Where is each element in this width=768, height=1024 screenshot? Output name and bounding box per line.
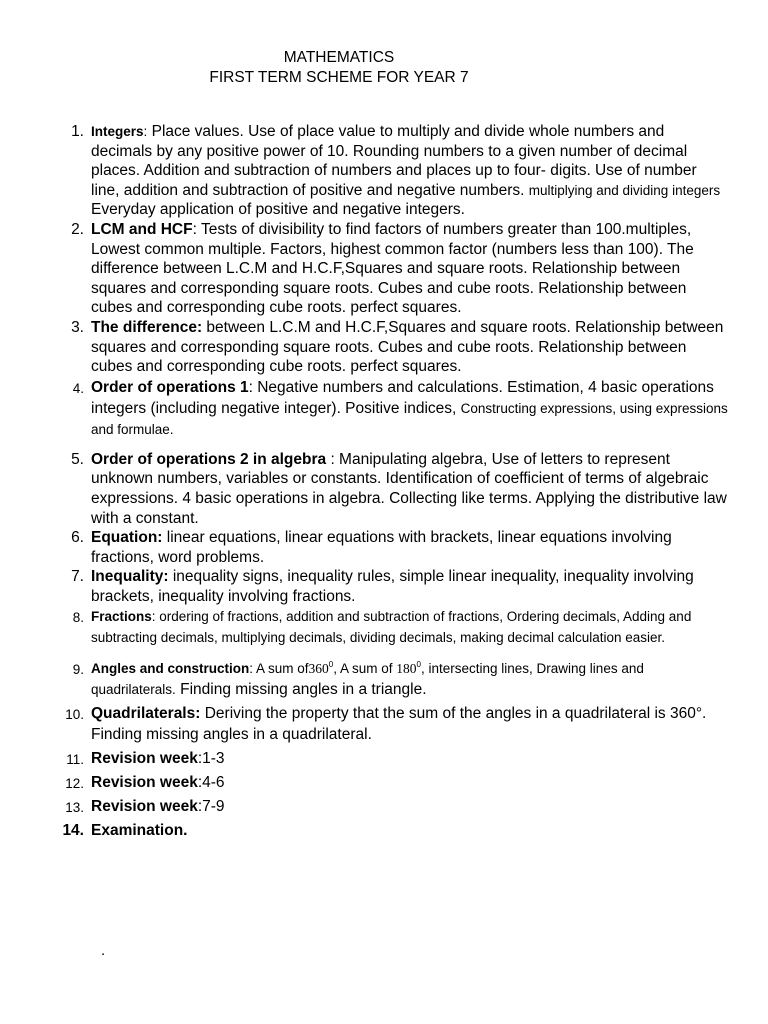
list-item-fractions	[0, 606, 768, 648]
item-body: between L.C.M and H.C.F,Squares and square roots. Relationship between squares and corresponding square roots. Cubes and cube roots. Relationship between cubes and corresponding cube roots. perfect squares.	[91, 318, 724, 376]
list-item-inequality	[0, 567, 768, 606]
document-subject-title: MATHEMATICS	[283, 49, 395, 66]
degree-superscript: 0	[328, 660, 334, 670]
item-number: 10.	[65, 707, 84, 723]
item-number: 9.	[72, 662, 84, 678]
item-number: 14.	[62, 822, 84, 840]
item-heading: Revision week	[91, 774, 198, 792]
item-tail: Everyday application of positive and negative integers.	[91, 201, 465, 219]
list-item-revision-week-1	[0, 748, 768, 769]
item-number: 8.	[72, 610, 84, 626]
item-number: 2.	[71, 220, 84, 238]
item-body: inequality signs, inequality rules, simple linear inequality, inequality involving brackets, inequality involving fractions.	[91, 568, 694, 605]
item-text: : A sum of	[249, 661, 309, 677]
item-heading: Examination.	[91, 822, 188, 840]
topic-list	[0, 122, 768, 841]
item-number: 12.	[65, 776, 84, 792]
list-item-revision-week-2	[0, 772, 768, 793]
item-body: : Negative numbers and calculations. Estimation, 4 basic operations integers (including negative integer). Positive indices,	[91, 378, 714, 417]
item-heading: Order of operations 1	[91, 378, 249, 396]
list-item-angles	[0, 658, 768, 700]
list-item-quadrilaterals	[0, 703, 768, 745]
item-heading: Revision week	[91, 750, 198, 768]
item-heading: Angles and construction	[91, 661, 250, 677]
stray-dot: .	[101, 942, 106, 959]
list-item-order-of-operations-1	[0, 377, 768, 440]
item-number: 13.	[65, 800, 84, 816]
item-heading: Quadrilaterals:	[91, 705, 201, 723]
item-heading: Fractions	[91, 609, 152, 625]
item-number: 5.	[71, 450, 84, 468]
item-body: : Manipulating algebra, Use of letters to represent unknown numbers, variables or constants. Identification of coefficient of terms of algebraic expressions. 4 basic operations in algebra. Collecting like terms. Applying the distributive law with a constant.	[91, 450, 727, 527]
list-item-revision-week-3	[0, 796, 768, 817]
item-heading: The difference:	[91, 318, 203, 336]
item-body: : ordering of fractions, addition and subtraction of fractions, Ordering decimals, Adding and subtracting decimals, multiplying decimals, dividing decimals, making decimal calculation easier.	[91, 609, 692, 646]
item-number: 6.	[71, 529, 84, 547]
item-number: 3.	[71, 318, 84, 336]
item-small-text: multiplying and dividing integers	[528, 182, 721, 198]
item-heading: Integers	[91, 124, 144, 139]
list-item-difference	[0, 318, 768, 377]
item-number: 4.	[72, 380, 84, 396]
item-body: linear equations, linear equations with brackets, linear equations involving fractions, word problems.	[91, 529, 672, 566]
item-number: 11.	[66, 752, 84, 768]
item-heading: Order of operations 2 in algebra	[91, 450, 327, 468]
item-colon: :	[143, 124, 148, 139]
item-tail: Finding missing angles in a triangle.	[175, 681, 427, 699]
item-body: :4-6	[197, 774, 225, 792]
angle-value-360: 360	[308, 661, 329, 677]
item-heading: Inequality:	[91, 568, 169, 586]
list-item-examination	[0, 820, 768, 841]
document-scheme-title: FIRST TERM SCHEME FOR YEAR 7	[209, 69, 469, 86]
item-body: :1-3	[197, 750, 225, 768]
list-item-order-of-operations-2	[0, 450, 768, 528]
item-small-text: Constructing expressions, using expressions and formulae.	[91, 400, 728, 437]
item-body: Place values. Use of place value to multiply and divide whole numbers and decimals by any positive power of 10. Rounding numbers to a given number of decimal places. Addition and subtraction of numbers and places up to four- digits. Use of number line, addition and subtraction of positive and negative numbers.	[91, 123, 697, 199]
item-heading: Revision week	[91, 798, 198, 816]
item-number: 1.	[71, 123, 84, 140]
list-item-equation	[0, 528, 768, 567]
list-item-integers	[0, 122, 768, 220]
angle-value-180: 180	[396, 661, 417, 677]
list-item-lcm-hcf	[0, 220, 768, 318]
item-body: :7-9	[197, 798, 225, 816]
item-heading: LCM and HCF	[91, 220, 193, 238]
item-number: 7.	[71, 568, 84, 586]
item-heading: Equation:	[91, 529, 163, 547]
item-body: Deriving the property that the sum of the angles in a quadrilateral is 360°. Finding missing angles in a quadrilateral.	[91, 705, 707, 744]
item-text: , A sum of	[333, 661, 397, 677]
item-body: : Tests of divisibility to find factors of numbers greater than 100.multiples, Lowest common multiple. Factors, highest common factor (numbers less than 100). The difference between L.C.M and H.C.F,Squares and square roots. Relationship between squares and corresponding square roots. Cubes and cube roots. Relationship between cubes and corresponding cube roots. perfect squares.	[91, 220, 694, 317]
degree-superscript: 0	[416, 660, 421, 670]
item-text: , intersecting lines, Drawing lines and quadrilaterals.	[91, 661, 644, 698]
